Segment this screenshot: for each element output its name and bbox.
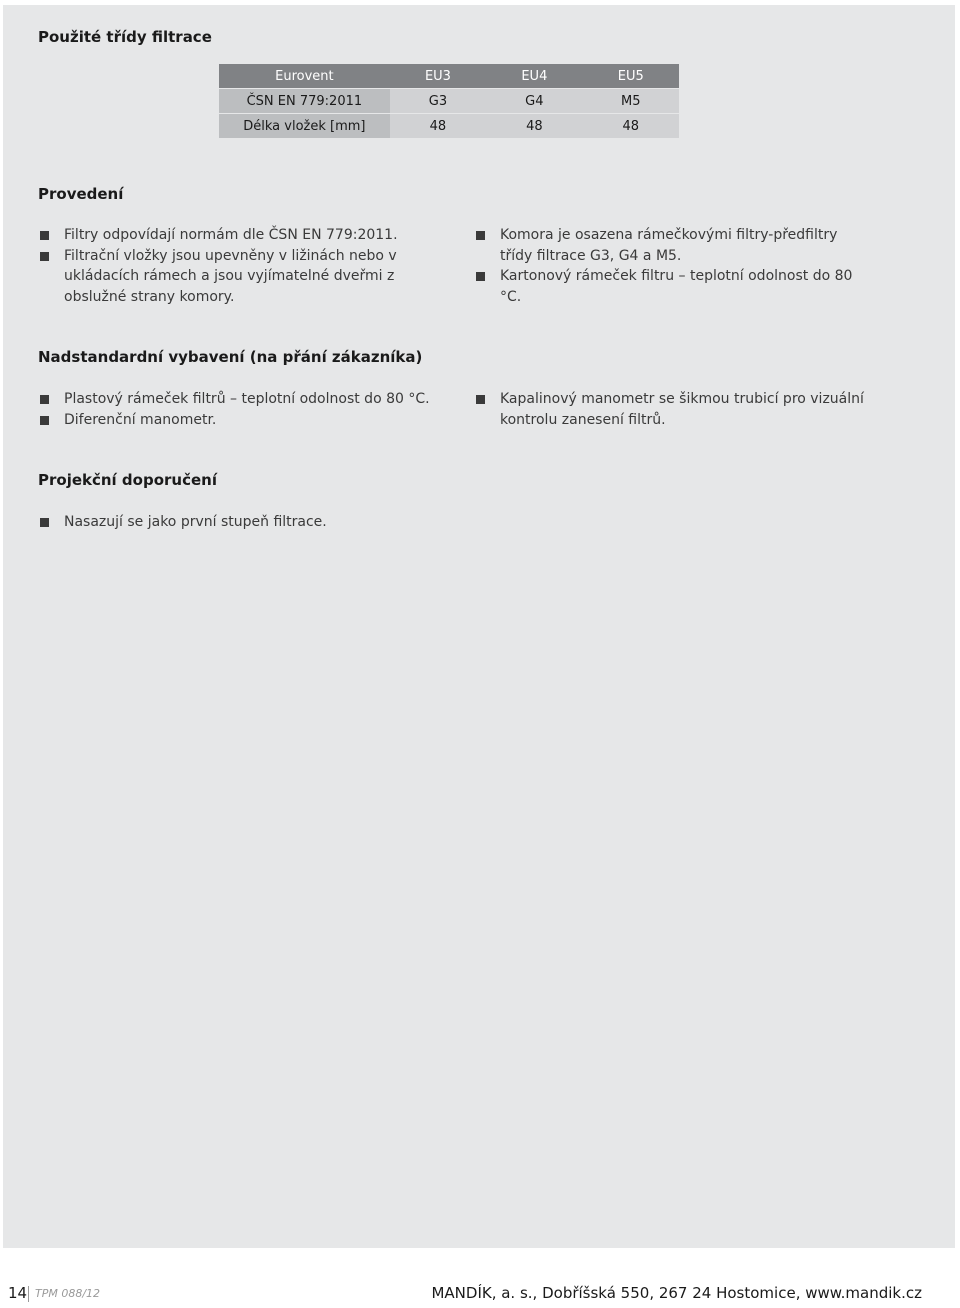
extras-list-left bbox=[40, 389, 440, 430]
list-item-text: Filtry odpovídají normám dle ČSN EN 779:2011. bbox=[64, 227, 398, 243]
table-cell: Délka vložek [mm] bbox=[219, 114, 390, 139]
table-cell: 48 bbox=[486, 114, 582, 139]
section-title-filters: Použité třídy filtrace bbox=[38, 28, 212, 46]
list-item-text: Plastový rámeček filtrů – teplotní odolnost do 80 °C. bbox=[64, 391, 430, 407]
list-item-text: Kartonový rámeček filtru – teplotní odolnost do 80 °C. bbox=[500, 268, 853, 305]
list-item bbox=[40, 389, 440, 410]
section-title-design: Provedení bbox=[38, 185, 124, 203]
square-bullet-icon bbox=[40, 395, 49, 404]
section-title-extras: Nadstandardní vybavení (na přání zákazníka) bbox=[38, 348, 423, 366]
list-item bbox=[476, 266, 856, 307]
square-bullet-icon bbox=[40, 518, 49, 527]
list-item-text: Nasazují se jako první stupeň filtrace. bbox=[64, 514, 327, 530]
list-item-text: Komora je osazena rámečkovými filtry-předfiltry třídy filtrace G3, G4 a M5. bbox=[500, 227, 838, 264]
table-cell: G4 bbox=[486, 89, 582, 114]
square-bullet-icon bbox=[40, 416, 49, 425]
table-row bbox=[219, 114, 679, 139]
company-address: MANDÍK, a. s., Dobříšská 550, 267 24 Hostomice, www.mandik.cz bbox=[431, 1284, 922, 1302]
list-item-text: Filtrační vložky jsou upevněny v ližinách nebo v ukládacích rámech a jsou vyjímatelné dveřmi z obslužné strany komory. bbox=[64, 247, 397, 305]
table-header-row bbox=[219, 64, 679, 89]
section-title-recommendation: Projekční doporučení bbox=[38, 471, 217, 489]
square-bullet-icon bbox=[476, 395, 485, 404]
table-header-cell: EU4 bbox=[486, 64, 582, 89]
square-bullet-icon bbox=[476, 231, 485, 240]
design-list-left bbox=[40, 225, 420, 307]
table-cell: G3 bbox=[390, 89, 486, 114]
list-item bbox=[40, 512, 540, 533]
table-header-cell: Eurovent bbox=[219, 64, 390, 89]
list-item bbox=[476, 225, 856, 266]
table-header-cell: EU5 bbox=[583, 64, 679, 89]
list-item bbox=[476, 389, 876, 430]
square-bullet-icon bbox=[476, 272, 485, 281]
list-item-text: Diferenční manometr. bbox=[64, 411, 217, 428]
list-item bbox=[40, 246, 420, 308]
list-item bbox=[40, 225, 420, 246]
extras-list-right bbox=[476, 389, 876, 430]
footer-divider bbox=[28, 1286, 29, 1302]
document-code: TPM 088/12 bbox=[35, 1287, 101, 1300]
content-panel bbox=[3, 5, 955, 1248]
table-cell: 48 bbox=[583, 114, 679, 139]
filter-class-table bbox=[219, 64, 679, 139]
square-bullet-icon bbox=[40, 231, 49, 240]
square-bullet-icon bbox=[40, 252, 49, 261]
table-cell: ČSN EN 779:2011 bbox=[219, 89, 390, 114]
list-item-text: Kapalinový manometr se šikmou trubicí pro vizuální kontrolu zanesení filtrů. bbox=[500, 391, 864, 428]
table-row bbox=[219, 89, 679, 114]
table-header-cell: EU3 bbox=[390, 64, 486, 89]
table-cell: 48 bbox=[390, 114, 486, 139]
recommendation-list bbox=[40, 512, 540, 533]
table-cell: M5 bbox=[583, 89, 679, 114]
page-number: 14 bbox=[8, 1284, 28, 1302]
list-item bbox=[40, 410, 440, 431]
page-footer bbox=[0, 1284, 960, 1308]
design-list-right bbox=[476, 225, 856, 307]
